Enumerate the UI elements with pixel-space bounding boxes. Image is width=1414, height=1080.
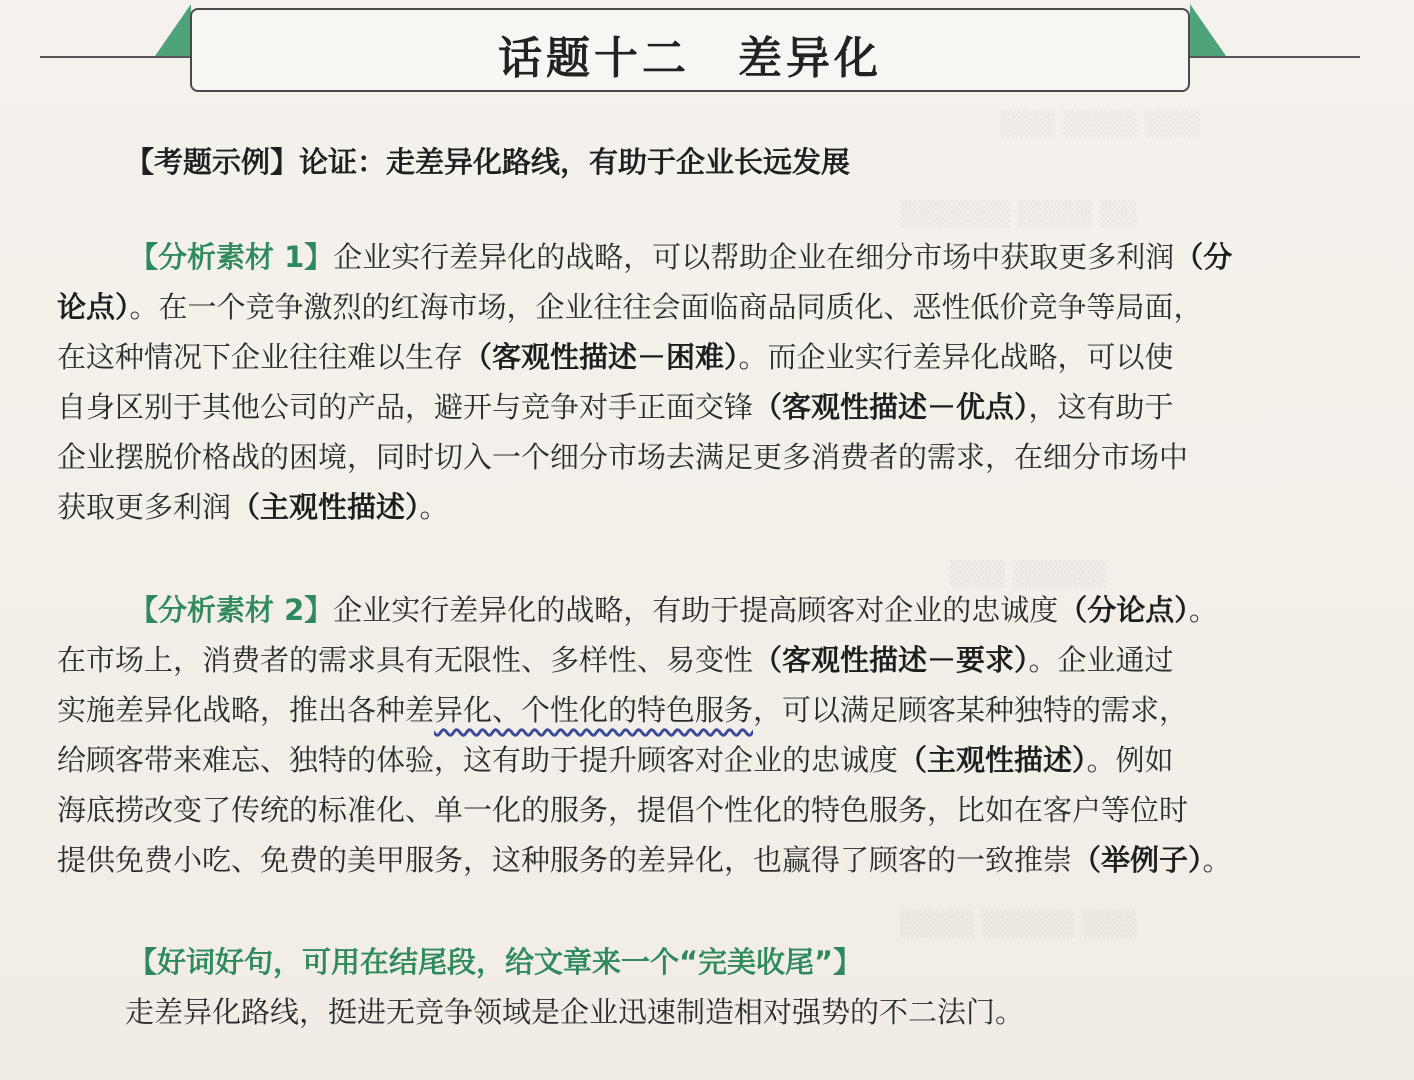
bleed-through-text: ▒▒▒▒ ▒▒▒▒▒ ▒▒▒: [900, 910, 1137, 938]
annotation-text: （举例子）: [1072, 843, 1203, 877]
material-label: 【分析素材 2】: [129, 593, 334, 627]
annotation-text: （主观性描述）: [231, 490, 420, 524]
good-phrases-heading: 【好词好句，可用在结尾段，给文章来一个“完美收尾”】: [128, 945, 863, 979]
paragraph-line: [57, 785, 1347, 835]
underlined-text: 异化、个性化的特色服务: [434, 693, 754, 727]
good-phrases-text: 走差异化路线，挺进无竞争领域是企业迅速制造相对强势的不二法门。: [125, 995, 1025, 1029]
analysis-material-2: [57, 585, 1347, 885]
body-text: 给顾客带来难忘、独特的体验，这有助于提升顾客对企业的忠诚度: [57, 743, 899, 777]
body-text: 。例如: [1086, 743, 1174, 777]
annotation-text: （客观性描述－优点）: [753, 390, 1029, 424]
body-text: 获取更多利润: [57, 490, 232, 524]
annotation-text: （分论点）: [1058, 593, 1189, 627]
body-text: 。: [419, 490, 449, 524]
title-ribbon-left: [155, 4, 191, 56]
annotation-text: 论点）: [57, 290, 130, 324]
body-text: 提供免费小吃、免费的美甲服务，这种服务的差异化，也赢得了顾客的一致推崇: [57, 843, 1073, 877]
paragraph-line: [57, 432, 1347, 482]
annotation-text: （主观性描述）: [898, 743, 1087, 777]
paragraph-line: [57, 835, 1347, 885]
body-text: 在市场上，消费者的需求具有无限性、多样性、易变性: [57, 643, 754, 677]
exam-example: [125, 140, 850, 181]
body-text: 实施差异化战略，推出各种差: [57, 693, 435, 727]
paragraph-line: [57, 232, 1347, 282]
body-text: 在这种情况下企业往往难以生存: [57, 340, 464, 374]
paragraph-line: [57, 282, 1347, 332]
bleed-through-text: ▒▒▒▒▒▒ ▒▒▒▒ ▒▒: [900, 200, 1137, 228]
paragraph-line: [57, 382, 1347, 432]
title-ribbon-right: [1190, 4, 1226, 56]
body-text: 企业实行差异化的战略，可以帮助企业在细分市场中获取更多利润: [333, 240, 1175, 274]
paragraph-line: [57, 635, 1347, 685]
exam-example-label: 【考题示例】: [125, 145, 300, 179]
body-text: 自身区别于其他公司的产品，避开与竞争对手正面交锋: [57, 390, 754, 424]
paragraph-line: [57, 332, 1347, 382]
annotation-text: （分: [1174, 240, 1233, 274]
body-text: 。: [1188, 593, 1218, 627]
body-text: 企业摆脱价格战的困境，同时切入一个细分市场去满足更多消费者的需求，在细分市场中: [57, 440, 1189, 474]
body-text: 。而企业实行差异化战略，可以使: [738, 340, 1174, 374]
material-label: 【分析素材 1】: [129, 240, 334, 274]
body-text: 海底捞改变了传统的标准化、单一化的服务，提倡个性化的特色服务，比如在客户等位时: [57, 793, 1189, 827]
bleed-through-text: ▒▒▒ ▒▒▒▒▒: [950, 560, 1106, 588]
annotation-text: （客观性描述－要求）: [753, 643, 1029, 677]
page-title: 话题十二 差异化: [498, 33, 882, 84]
body-text: 企业实行差异化的战略，有助于提高顾客对企业的忠诚度: [333, 593, 1059, 627]
body-text: ，可以满足顾客某种独特的需求，: [753, 693, 1189, 727]
paragraph-line: [57, 482, 1347, 532]
bleed-through-text: ▒▒▒ ▒▒▒▒ ▒▒▒: [1000, 110, 1200, 138]
exam-example-text: 论证：走差异化路线，有助于企业长远发展: [299, 145, 851, 179]
paragraph-line: [57, 685, 1347, 735]
body-text: ，这有助于: [1028, 390, 1174, 424]
body-text: 。企业通过: [1028, 643, 1174, 677]
paragraph-line: [57, 735, 1347, 785]
body-text: 。在一个竞争激烈的红海市场，企业往往会面临商品同质化、恶性低价竞争等局面，: [129, 290, 1203, 324]
annotation-text: （客观性描述－困难）: [463, 340, 739, 374]
analysis-material-1: [57, 232, 1347, 532]
body-text: 。: [1202, 843, 1232, 877]
paragraph-line: [57, 585, 1347, 635]
